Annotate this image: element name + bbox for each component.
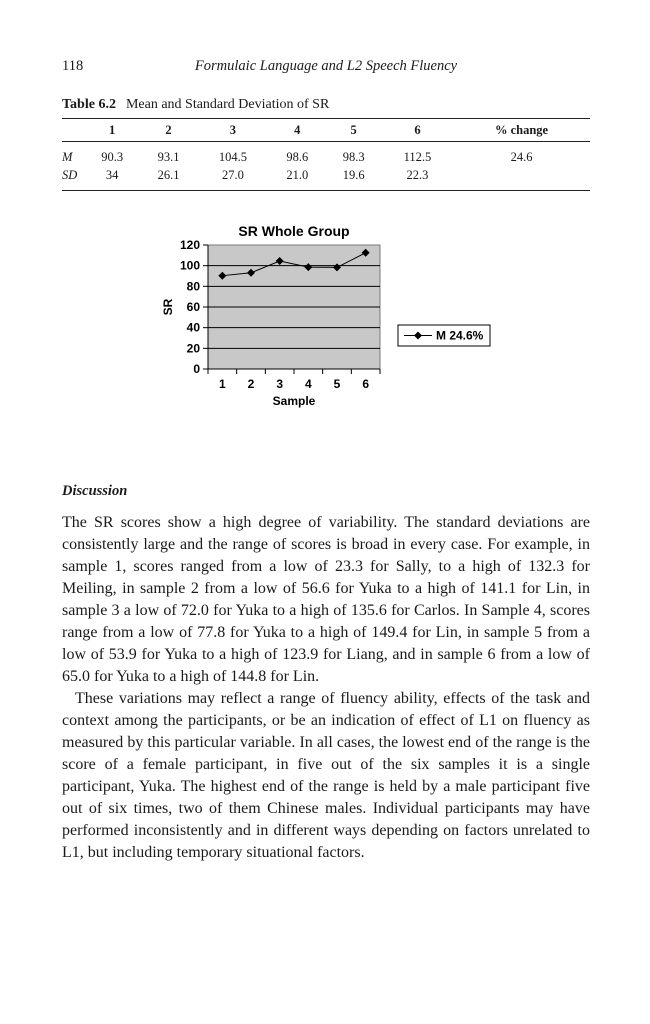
y-tick-label: 100	[179, 258, 200, 273]
table-cell: 19.6	[342, 167, 365, 182]
table-title: Mean and Standard Deviation of SR	[125, 97, 330, 112]
discussion-paragraph: The SR scores show a high degree of variability. The standard deviations are consistently large and the range of scores is broad in every case. For example, in sample 1, scores ranged from a low of 23.3 for Sally, to a high of 132.3 for Meiling, in sample 2 from a low of 56.6 for Yuka to a high of 141.1 for Lin, in sample 3 a low of 72.0 for Yuka to a high of 135.6 for Carlos. In Sample 4, scores range from a low of 77.8 for Yuka to a high of 149.4 for Lin, in sample 5 from a low of 53.9 for Yuka to a high of 123.9 for Liang, and in sample 6 from a low of 65.0 for Yuka to a high of 144.8 for Lin.	[62, 514, 590, 685]
table-cell	[453, 166, 590, 191]
table-cell: 112.5	[403, 149, 432, 164]
table-row-label: SD	[62, 167, 78, 182]
running-head	[62, 58, 590, 76]
table-cell: 34	[105, 167, 119, 182]
sr-line-chart	[150, 215, 500, 415]
table-header-row	[62, 119, 590, 142]
table-cell: 90.3	[101, 149, 124, 164]
y-tick-label: 0	[193, 362, 200, 376]
table-header-cell: 3	[229, 122, 237, 137]
table-header-cell	[62, 119, 84, 142]
table-header-cell: 1	[109, 122, 116, 137]
x-tick-label: 6	[362, 377, 370, 391]
x-axis-label: Sample	[272, 394, 316, 408]
page-number: 118	[62, 58, 84, 74]
table-header-cell: % change	[494, 122, 549, 137]
y-tick-label: 80	[186, 279, 200, 294]
table-cell: 21.0	[286, 167, 309, 182]
table-cell: 26.1	[157, 167, 180, 182]
table-cell: 98.6	[286, 149, 309, 164]
legend-label: M 24.6%	[436, 328, 484, 343]
running-title: Formulaic Language and L2 Speech Fluency	[194, 58, 458, 74]
y-tick-label: 40	[186, 320, 200, 335]
table-header-cell: 2	[165, 122, 172, 137]
x-tick-label: 1	[218, 377, 226, 391]
table-cell: 98.3	[342, 149, 365, 164]
y-tick-label: 60	[186, 300, 200, 314]
table-cell: 104.5	[218, 149, 247, 164]
table-cell: 24.6	[510, 149, 533, 164]
chart-title: SR Whole Group	[238, 223, 350, 239]
y-axis-label: SR	[161, 298, 175, 316]
table-label: Table 6.2	[62, 97, 116, 112]
x-tick-label: 4	[304, 377, 312, 391]
discussion-body	[62, 512, 590, 864]
data-table	[62, 118, 590, 191]
table-header-cell: 5	[350, 122, 357, 137]
section-heading: Discussion	[62, 483, 128, 499]
table-cell: 93.1	[157, 149, 180, 164]
table-row-label: M	[62, 149, 73, 164]
table-row	[62, 166, 590, 191]
table-cell: 27.0	[221, 167, 244, 182]
y-tick-label: 120	[179, 238, 200, 252]
table-header-cell: 4	[294, 122, 301, 137]
table-caption	[62, 97, 329, 113]
table-row	[62, 142, 590, 167]
table-header-cell: 6	[414, 122, 421, 137]
x-tick-label: 5	[333, 377, 341, 391]
y-tick-label: 20	[186, 341, 200, 356]
x-tick-label: 3	[276, 377, 284, 391]
discussion-paragraph: These variations may reflect a range of fluency ability, effects of the task and context among the participants, or be an indication of effect of L1 on fluency as measured by this particular variable. In all cases, the lowest end of the range is the score of a female participant, in five out of the six samples it is a single participant, Yuka. The highest end of the range is held by a male participant five out of six times, two of them Chinese males. Individual participants may have performed inconsistently and in different ways depending on factors unrelated to L1, but including temporary situational factors.	[62, 690, 590, 861]
table-cell: 22.3	[406, 167, 429, 182]
x-tick-label: 2	[247, 377, 255, 391]
